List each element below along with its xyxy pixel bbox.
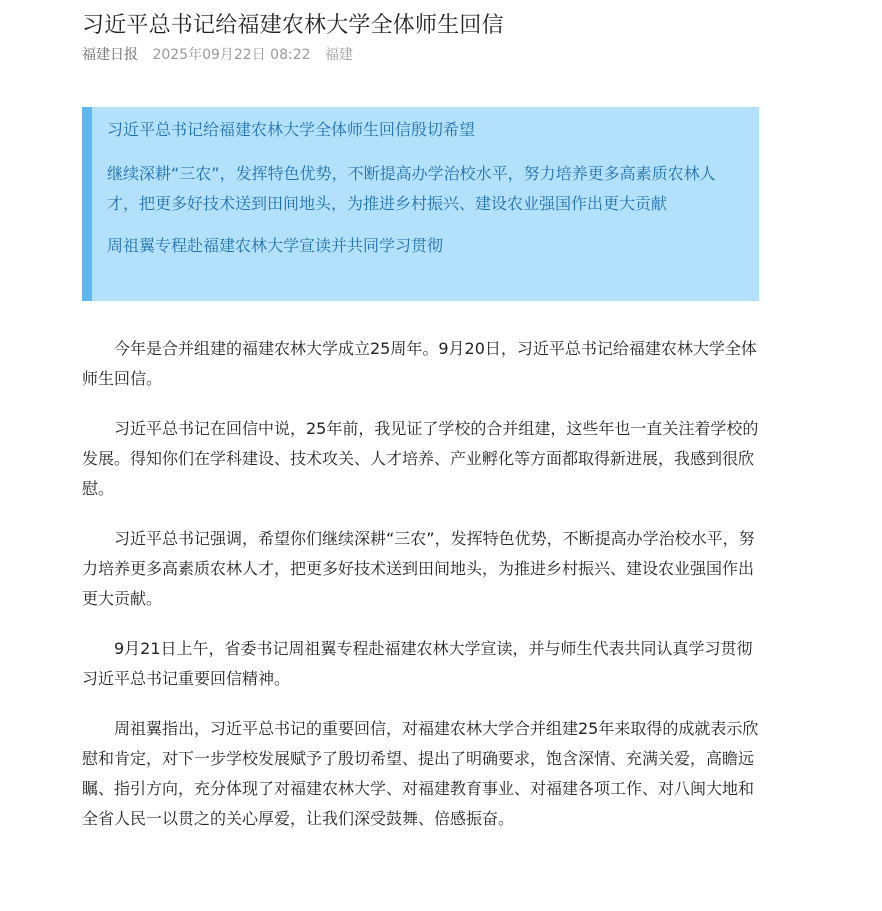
article-paragraph: 习近平总书记强调，希望你们继续深耕“三农”，发挥特色优势，不断提高办学治校水平，努力培养更多高素质农林人才，把更多好技术送到田间地头，为推进乡村振兴、建设农业强国作出更大贡献。: [82, 529, 755, 608]
article-paragraph: 今年是合并组建的福建农林大学成立25周年。9月20日，习近平总书记给福建农林大学全体师生回信。: [82, 339, 757, 388]
article-source[interactable]: 福建日报: [82, 47, 138, 63]
summary-line: 继续深耕“三农”，发挥特色优势，不断提高办学治校水平，努力培养更多高素质农林人才，把更多好技术送到田间地头，为推进乡村振兴、建设农业强国作出更大贡献: [107, 164, 716, 213]
article-region: 福建: [324, 47, 353, 63]
article-paragraph: 习近平总书记在回信中说，25年前，我见证了学校的合并组建，这些年也一直关注着学校的发展。得知你们在学科建设、技术攻关、人才培养、产业孵化等方面都取得新进展，我感到很欣慰。: [82, 419, 759, 498]
article-meta: [82, 44, 882, 66]
article-paragraph: 周祖翼指出，习近平总书记的重要回信，对福建农林大学合并组建25年来取得的成就表示欣慰和肯定，对下一步学校发展赋予了殷切希望、提出了明确要求，饱含深情、充满关爱，高瞻远瞩、指引方向，充分体现了对福建农林大学、对福建教育事业、对福建各项工作、对八闽大地和全省人民一以贯之的关心厚爱，让我们深受鼓舞、倍感振奋。: [82, 719, 759, 828]
article-summary-box: [82, 107, 759, 301]
summary-line: 习近平总书记给福建农林大学全体师生回信殷切希望: [107, 120, 476, 139]
article-time: 2025年09月22日 08:22: [152, 47, 311, 63]
article-title: 习近平总书记给福建农林大学全体师生回信: [82, 13, 504, 38]
article-paragraph: 9月21日上午，省委书记周祖翼专程赴福建农林大学宣读，并与师生代表共同认真学习贯彻习近平总书记重要回信精神。: [82, 639, 753, 688]
article-body: [82, 334, 762, 854]
summary-line: 周祖翼专程赴福建农林大学宣读并共同学习贯彻: [107, 236, 444, 255]
